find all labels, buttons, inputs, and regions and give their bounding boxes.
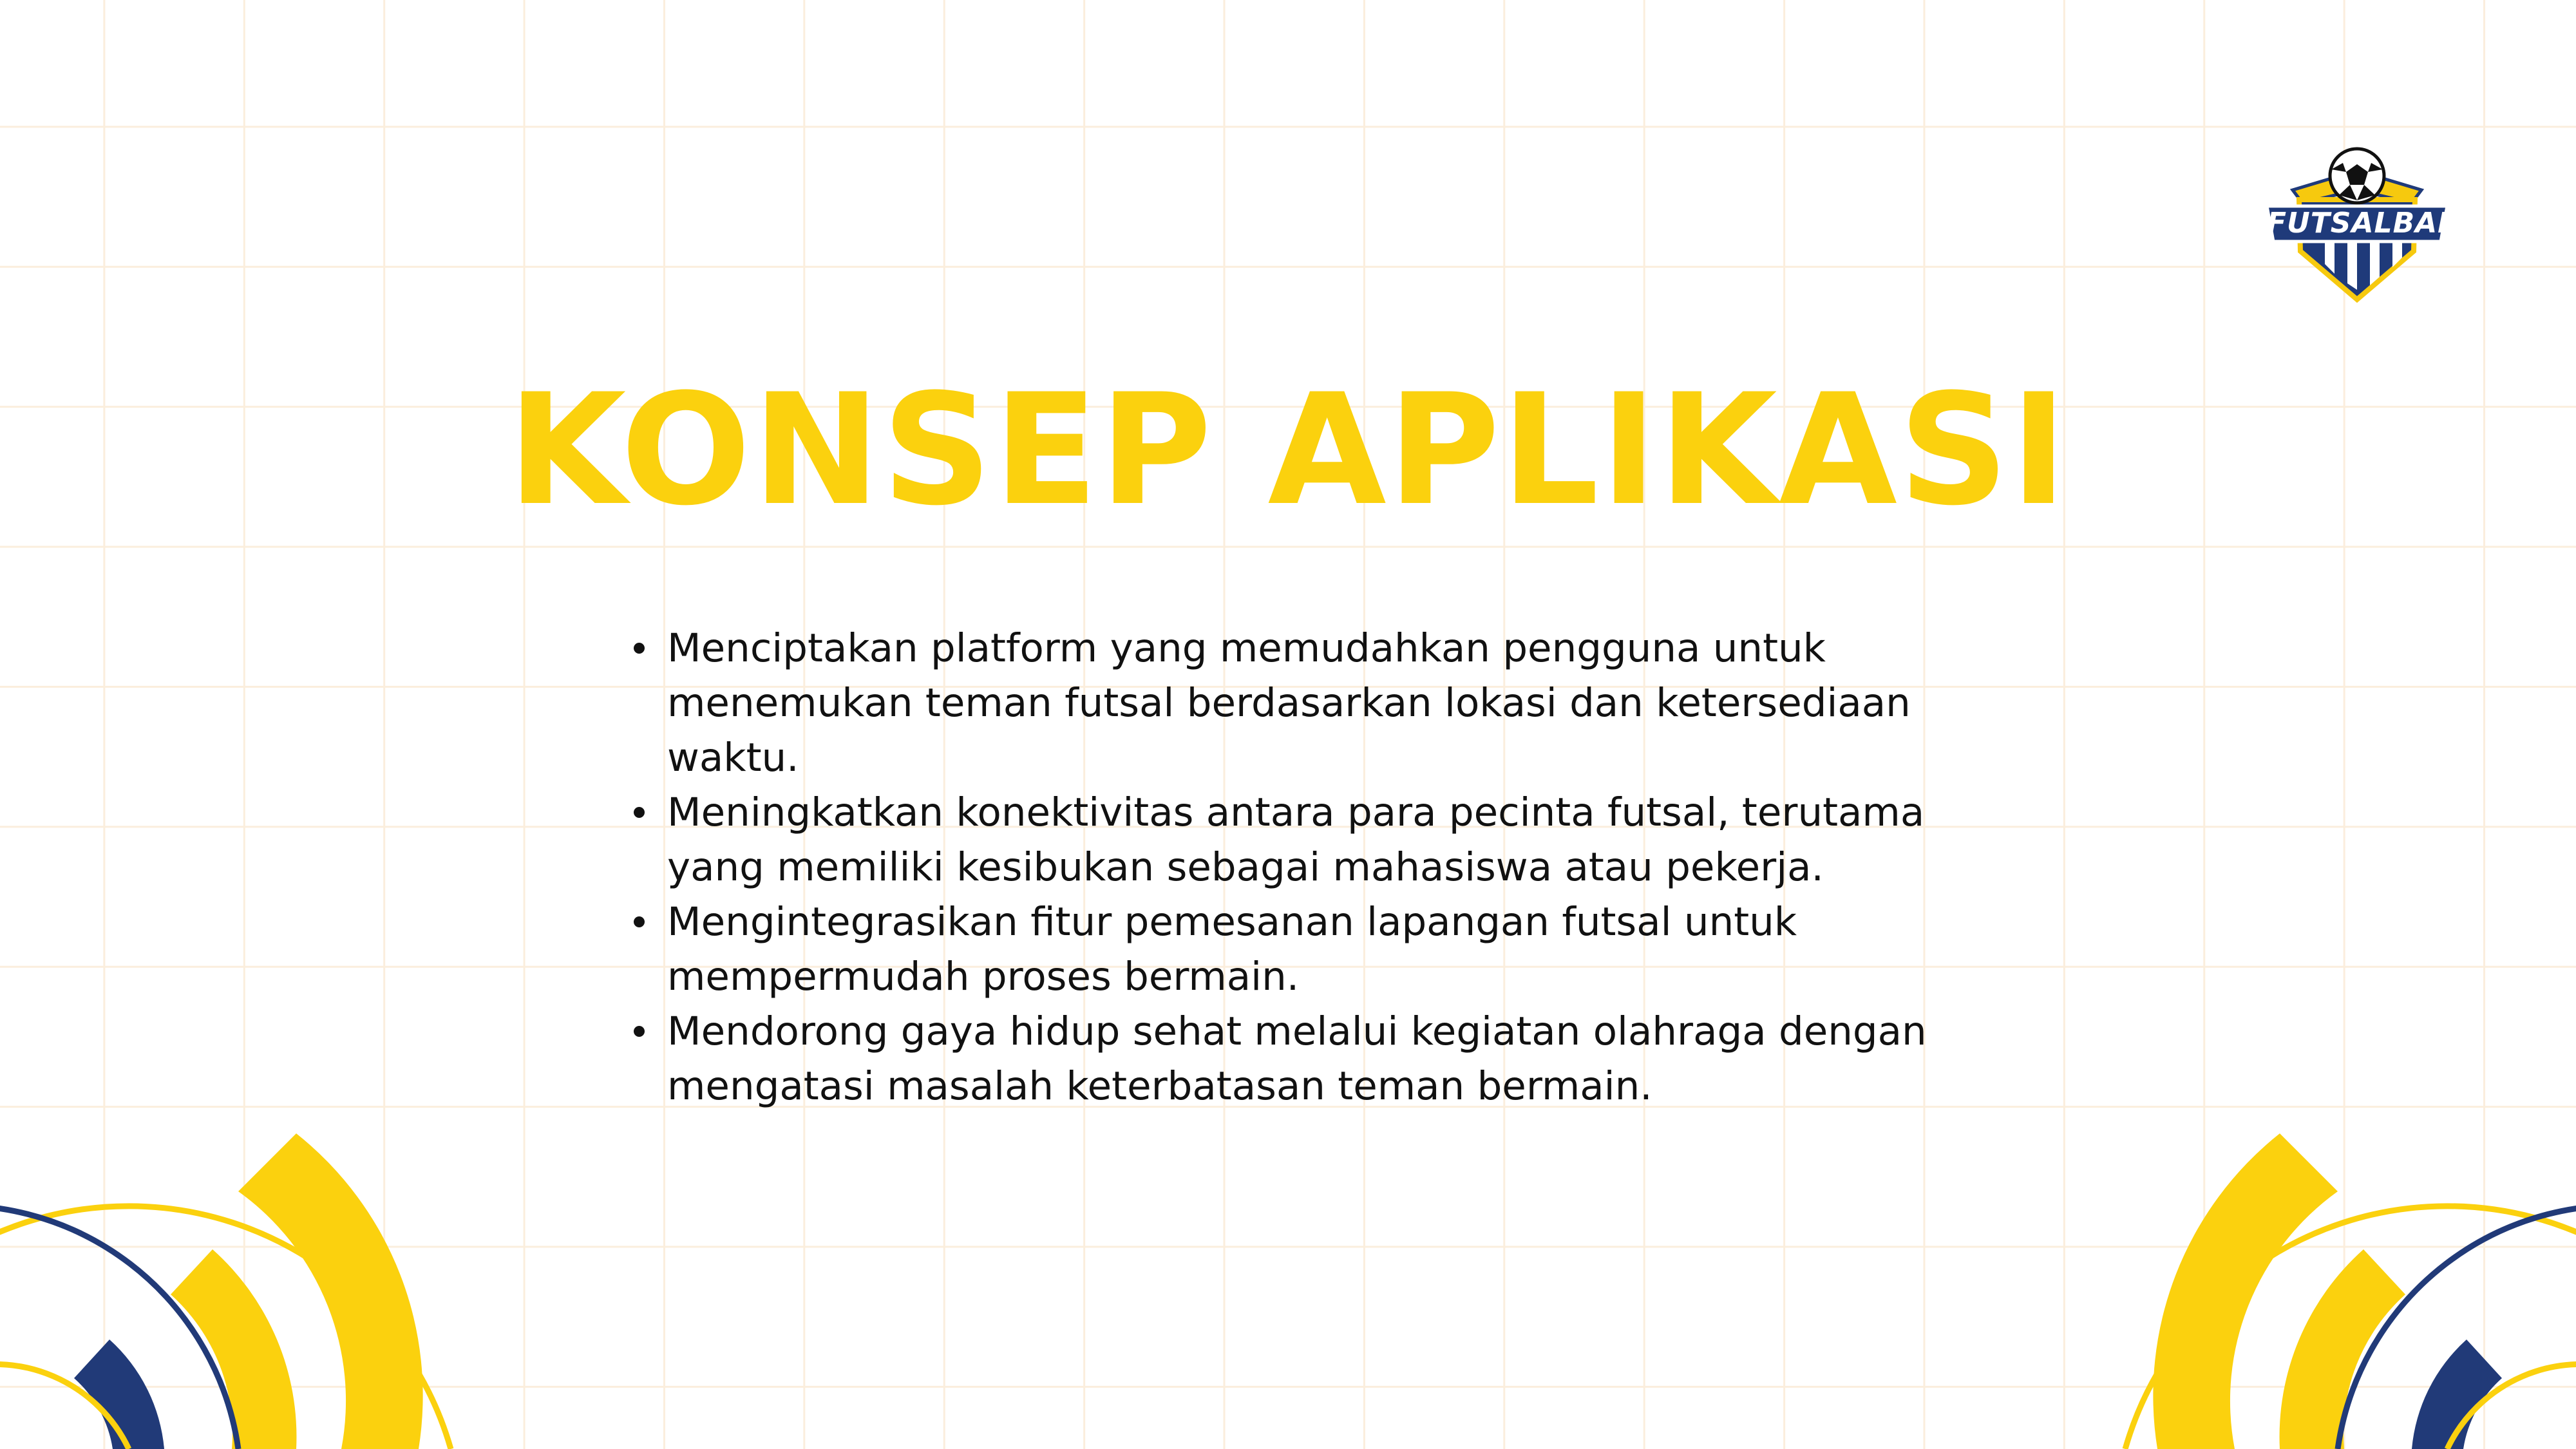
list-item-text: Meningkatkan konektivitas antara para pecinta futsal, terutama yang memiliki kesibukan sebagai mahasiswa atau pekerja. [667, 790, 1925, 890]
page-title: KONSEP APLIKASI [507, 361, 2069, 540]
futsalbar-logo [2267, 145, 2461, 306]
list-item [667, 785, 1994, 895]
logo-text: FUTSALBAR [2267, 207, 2461, 240]
bullet-icon [634, 916, 645, 927]
bullet-icon [634, 1026, 645, 1037]
bullet-icon [634, 643, 645, 654]
list-item-text: Menciptakan platform yang memudahkan pengguna untuk menemukan teman futsal berdasarkan lokasi dan ketersediaan waktu. [667, 625, 1911, 781]
list-item [667, 895, 1994, 1004]
bullet-icon [634, 807, 645, 818]
list-item [667, 621, 1994, 785]
concept-list [631, 621, 1994, 1113]
list-item [667, 1004, 1994, 1113]
list-item-text: Mengintegrasikan fitur pemesanan lapangan futsal untuk mempermudah proses bermain. [667, 899, 1797, 999]
decorative-arcs-left [0, 1063, 464, 1449]
decorative-arcs-right [2112, 1063, 2576, 1449]
list-item-text: Mendorong gaya hidup sehat melalui kegiatan olahraga dengan mengatasi masalah keterbatasan teman bermain. [667, 1009, 1927, 1109]
